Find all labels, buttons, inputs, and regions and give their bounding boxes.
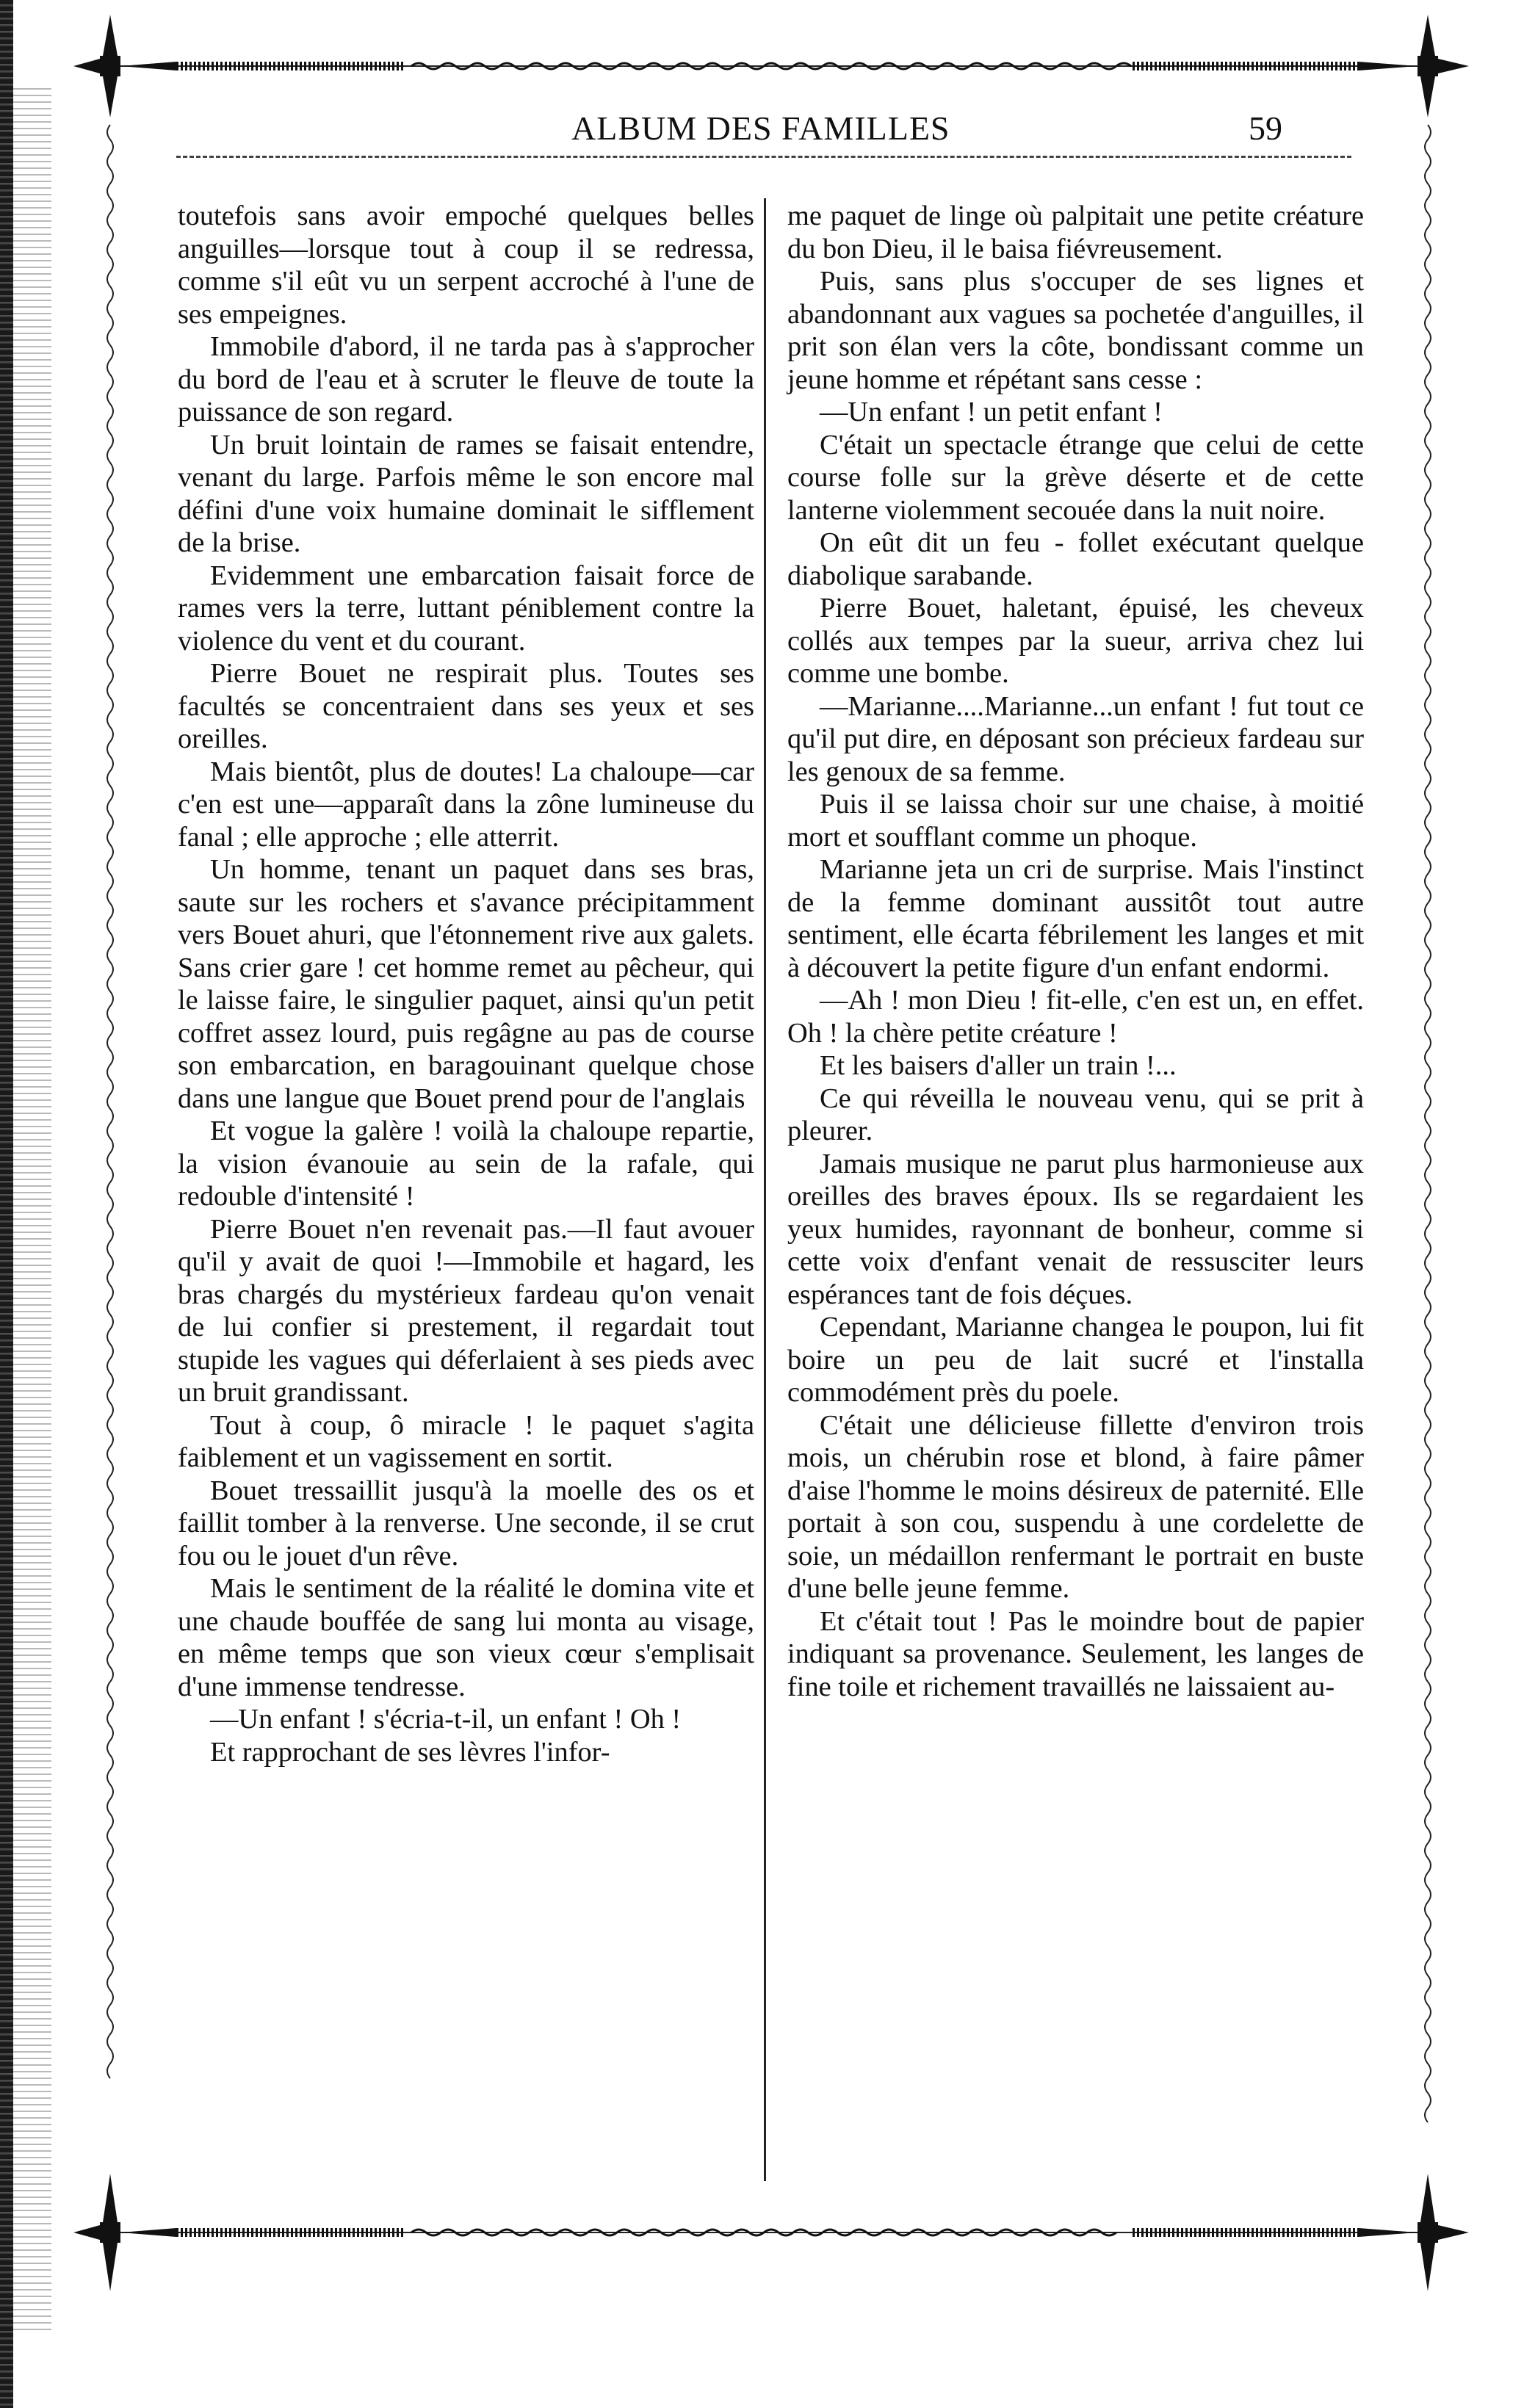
paragraph: Tout à coup, ô miracle ! le paquet s'agita faiblement et un vagissement en sortit.	[178, 1409, 754, 1473]
paragraph: Pierre Bouet ne respirait plus. Toutes ses facultés se concentraient dans ses yeux et ses oreilles.	[178, 658, 754, 754]
paragraph: Un bruit lointain de rames se faisait entendre, venant du large. Parfois même le son encore mal défini d'une voix humaine dominait le sifflement de la brise.	[178, 429, 754, 558]
paragraph: Un homme, tenant un paquet dans ses bras, saute sur les rochers et s'avance précipitamment vers Bouet ahuri, que l'étonnement rive aux galets. Sans crier gare ! cet homme remet au pêcheur, qui le laisse faire, le singulier paquet, ainsi qu'un petit coffret assez lourd, puis regâgne au pas de course son embarcation, en baragouinant quelque chose dans une langue que Bouet prend pour de l'anglais	[178, 854, 754, 1114]
paragraph: Mais bientôt, plus de doutes! La chaloupe—car c'en est une—apparaît dans la zône lumineuse du fanal ; elle approche ; elle atterrit.	[178, 756, 754, 853]
paragraph: Marianne jeta un cri de surprise. Mais l'instinct de la femme dominant aussitôt tout autre sentiment, elle écarta fébrilement les langes et mit à découvert la petite figure d'un enfant endormi.	[787, 854, 1364, 983]
top-right-fleuron-icon	[1359, 15, 1469, 117]
paragraph: Puis, sans plus s'occuper de ses lignes et abandonnant aux vagues sa pochetée d'anguilles, il prit son élan vers la côte, bondissant comme un jeune homme et répétant sans cesse :	[787, 266, 1364, 395]
bottom-left-fleuron-icon	[73, 2174, 176, 2291]
paragraph: Mais le sentiment de la réalité le domina vite et une chaude bouffée de sang lui monta au visage, en même temps que son vieux cœur s'emplisait d'une immense tendresse.	[178, 1573, 754, 1702]
right-column	[787, 200, 1364, 1703]
paragraph: Cependant, Marianne changea le poupon, lui fit boire un peu de lait sucré et l'installa commodément près du poele.	[787, 1312, 1364, 1408]
paragraph: —Un enfant ! un petit enfant !	[820, 397, 1163, 427]
page-number: 59	[1249, 109, 1282, 147]
paragraph: C'était une délicieuse fillette d'environ trois mois, un chérubin rose et blond, à faire pâmer d'aise l'homme le moins désireux de paternité. Elle portait à son cou, suspendu à une cordelette de soie, un médaillon renfermant le portrait en buste d'une belle jeune femme.	[787, 1409, 1364, 1604]
paragraph: Bouet tressaillit jusqu'à la moelle des os et faillit tomber à la renverse. Une seconde, il se crut fou ou le jouet d'un rêve.	[178, 1475, 754, 1572]
top-left-fleuron-icon	[73, 15, 176, 117]
paragraph: Et rapprochant de ses lèvres l'infor-	[210, 1736, 610, 1768]
header-rule	[176, 156, 1351, 158]
paragraph: On eût dit un feu - follet exécutant quelque diabolique sarabande.	[787, 527, 1364, 591]
paragraph: Pierre Bouet, haletant, épuisé, les cheveux collés aux tempes par la sueur, arriva chez lui comme une bombe.	[787, 593, 1364, 689]
paragraph: Puis il se laissa choir sur une chaise, à moitié mort et soufflant comme un phoque.	[787, 789, 1364, 853]
paragraph: Immobile d'abord, il ne tarda pas à s'approcher du bord de l'eau et à scruter le fleuve de toute la puissance de son regard.	[178, 331, 754, 427]
column-divider	[764, 198, 766, 2181]
paragraph: —Marianne....Marianne...un enfant ! fut tout ce qu'il put dire, en déposant son précieux fardeau sur les genoux de sa femme.	[787, 690, 1364, 787]
paragraph: Et les baisers d'aller un train !...	[820, 1050, 1177, 1081]
paragraph: —Ah ! mon Dieu ! fit-elle, c'en est un, en effet. Oh ! la chère petite créature !	[787, 985, 1364, 1049]
paragraph: Et c'était tout ! Pas le moindre bout de papier indiquant sa provenance. Seulement, les langes de fine toile et richement travaillés ne laissaient au-	[787, 1605, 1364, 1702]
paragraph: Et vogue la galère ! voilà la chaloupe repartie, la vision évanouie au sein de la rafale, qui redouble d'intensité !	[178, 1116, 754, 1212]
running-header	[175, 109, 1350, 160]
paragraph: me paquet de linge où palpitait une petite créature du bon Dieu, il le baisa fiévreusement.	[787, 200, 1364, 264]
paragraph: Pierre Bouet n'en revenait pas.—Il faut avouer qu'il y avait de quoi !—Immobile et hagard, les bras chargés du mystérieux fardeau qu'on venait de lui confier si prestement, il regardait tout stupide les vagues qui déferlaient à ses pieds avec un bruit grandissant.	[178, 1213, 754, 1408]
bottom-right-fleuron-icon	[1359, 2174, 1469, 2291]
left-column	[178, 200, 754, 1768]
paragraph: Evidemment une embarcation faisait force de rames vers la terre, luttant péniblement contre la violence du vent et du courant.	[178, 560, 754, 657]
journal-title: ALBUM DES FAMILLES	[571, 109, 950, 147]
paragraph: —Un enfant ! s'écria-t-il, un enfant ! Oh !	[210, 1704, 682, 1735]
paragraph: C'était un spectacle étrange que celui de cette course folle sur la grève déserte et de cette lanterne violemment secouée dans la nuit noire.	[787, 429, 1364, 526]
paragraph: Ce qui réveilla le nouveau venu, qui se prit à pleurer.	[787, 1082, 1364, 1146]
paragraph: Jamais musique ne parut plus harmonieuse aux oreilles des braves époux. Ils se regardaient les yeux humides, rayonnant de bonheur, comme si cette voix d'enfant venait de ressusciter leurs espérances tant de fois déçues.	[787, 1148, 1364, 1310]
paragraph: toutefois sans avoir empoché quelques belles anguilles—lorsque tout à coup il se redressa, comme s'il eût vu un serpent accroché à l'une de ses empeignes.	[178, 200, 754, 330]
